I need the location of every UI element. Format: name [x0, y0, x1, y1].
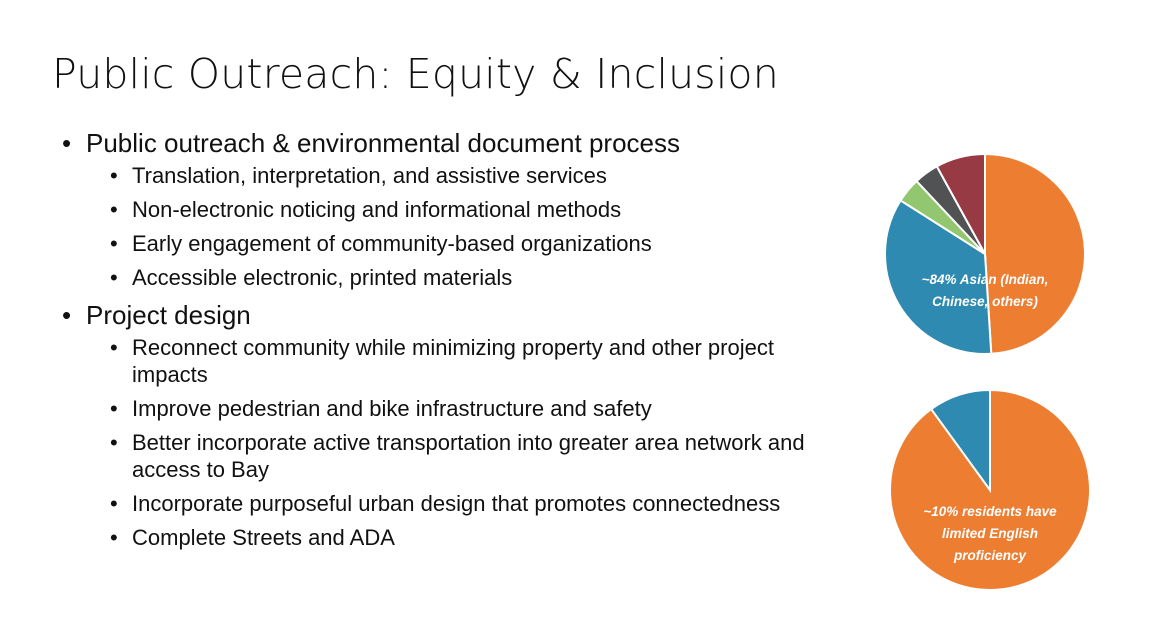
sub-bullet: • Complete Streets and ADA — [110, 524, 832, 551]
sub-bullet: • Reconnect community while minimizing property and other project impacts — [110, 334, 832, 388]
pie-label-line: Chinese, others) — [932, 294, 1038, 309]
bullet-list — [62, 126, 832, 558]
sub-bullet-list-outreach — [62, 162, 832, 291]
sub-bullet: • Accessible electronic, printed materials — [110, 264, 832, 291]
bullet-heading-project-design: • Project design — [62, 298, 832, 332]
pie-slices — [885, 154, 1085, 354]
pie-chart-asian-population — [883, 152, 1087, 356]
pie-label-line: proficiency — [953, 548, 1027, 563]
sub-bullet: • Translation, interpretation, and assistive services — [110, 162, 832, 189]
sub-bullet: • Better incorporate active transportation into greater area network and access to Bay — [110, 429, 832, 483]
pie-label-line: ~10% residents have — [923, 504, 1057, 519]
slide-title: Public Outreach: Equity & Inclusion — [52, 50, 779, 98]
sub-bullet: • Incorporate purposeful urban design that promotes connectedness — [110, 490, 832, 517]
pie-chart-english-proficiency — [888, 388, 1092, 592]
sub-bullet: • Early engagement of community-based organizations — [110, 230, 832, 257]
sub-bullet-list-project-design — [62, 334, 832, 551]
sub-bullet: • Improve pedestrian and bike infrastructure and safety — [110, 395, 832, 422]
pie-label-line: ~84% Asian (Indian, — [921, 272, 1049, 287]
sub-bullet: • Non-electronic noticing and informational methods — [110, 196, 832, 223]
pie-slice-1 — [985, 154, 1085, 354]
bullet-heading-outreach: • Public outreach & environmental document process — [62, 126, 832, 160]
pie-label-line: limited English — [941, 526, 1039, 541]
